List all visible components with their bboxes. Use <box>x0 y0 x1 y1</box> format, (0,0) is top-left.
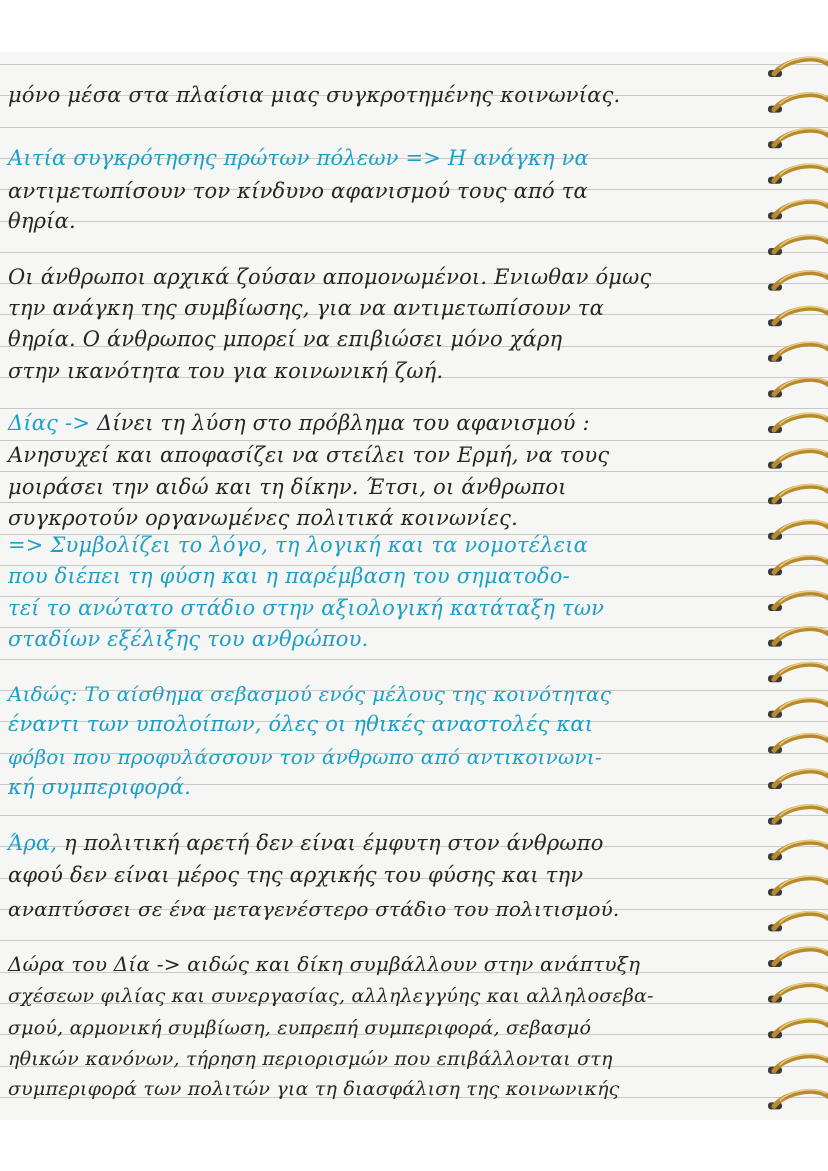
note-line: κή συμπεριφορά. <box>8 775 191 799</box>
note-line: => Συμβολίζει το λόγο, τη λογική και τα νομοτέλεια <box>8 533 589 557</box>
note-line: τεί το ανώτατο στάδιο στην αξιολογική κατάταξη των <box>8 596 605 620</box>
note-line: αφού δεν είναι μέρος της αρχικής του φύσης και την <box>8 863 584 887</box>
note-line: σχέσεων φιλίας και συνεργασίας, αλληλεγγύης και αλληλοσεβα- <box>8 985 654 1007</box>
spiral-binding-icon <box>758 52 828 1120</box>
ruled-line <box>0 64 828 65</box>
note-line <box>8 828 763 858</box>
note-line: σταδίων εξέλιξης του ανθρώπου. <box>8 627 369 651</box>
notebook-page <box>0 52 828 1120</box>
note-line: συμπεριφορά των πολιτών για τη διασφάλιση της κοινωνικής <box>8 1078 620 1100</box>
note-line: ηθικών κανόνων, τήρηση περιορισμών που επιβάλλονται στη <box>8 1048 613 1070</box>
note-line <box>8 408 763 438</box>
note-line: φόβοι που προφυλάσσουν τον άνθρωπο από αντικοινωνι- <box>8 745 602 769</box>
note-line: σμού, αρμονική συμβίωση, ευπρεπή συμπεριφορά, σεβασμό <box>8 1017 592 1039</box>
page-margin <box>0 1120 828 1171</box>
note-heading: Δίας -> <box>8 411 91 435</box>
note-heading: Άρα, <box>8 831 58 855</box>
note-line: έναντι των υπολοίπων, όλες οι ηθικές αναστολές και <box>8 712 594 736</box>
note-line: θηρία. <box>8 209 76 233</box>
note-line: αντιμετωπίσουν τον κίνδυνο αφανισμού τους από τα <box>8 179 588 203</box>
note-line: Αιτία συγκρότησης πρώτων πόλεων => Η ανάγκη να <box>8 146 589 170</box>
note-line: την ανάγκη της συμβίωσης, για να αντιμετωπίσουν τα <box>8 296 605 320</box>
note-text: Δίνει τη λύση στο πρόβλημα του αφανισμού : <box>90 411 590 435</box>
note-line: μοιράσει την αιδώ και τη δίκην. Έτσι, οι άνθρωποι <box>8 475 567 499</box>
note-line: θηρία. Ο άνθρωπος μπορεί να επιβιώσει μόνο χάρη <box>8 327 563 351</box>
ruled-line <box>0 127 828 128</box>
ruled-line <box>0 659 828 660</box>
note-line: Δώρα του Δία -> αιδώς και δίκη συμβάλλουν στην ανάπτυξη <box>8 952 641 976</box>
note-line: Ανησυχεί και αποφασίζει να στείλει τον Ερμή, να τους <box>8 443 610 467</box>
note-line: που διέπει τη φύση και η παρέμβαση του σηματοδο- <box>8 564 570 588</box>
ruled-line <box>0 940 828 941</box>
ruled-line <box>0 252 828 253</box>
note-line: Οι άνθρωποι αρχικά ζούσαν απομονωμένοι. Ενιωθαν όμως <box>8 265 652 289</box>
note-line: συγκροτούν οργανωμένες πολιτικά κοινωνίες. <box>8 506 518 530</box>
note-line: μόνο μέσα στα πλαίσια μιας συγκροτημένης κοινωνίας. <box>8 83 621 107</box>
ruled-line <box>0 815 828 816</box>
note-line: Αιδώς: Το αίσθημα σεβασμού ενός μέλους της κοινότητας <box>8 682 612 706</box>
note-text: η πολιτική αρετή δεν είναι έμφυτη στον άνθρωπο <box>57 831 604 855</box>
note-line: στην ικανότητα του για κοινωνική ζωή. <box>8 359 444 383</box>
note-line: αναπτύσσει σε ένα μεταγενέστερο στάδιο του πολιτισμού. <box>8 897 620 921</box>
